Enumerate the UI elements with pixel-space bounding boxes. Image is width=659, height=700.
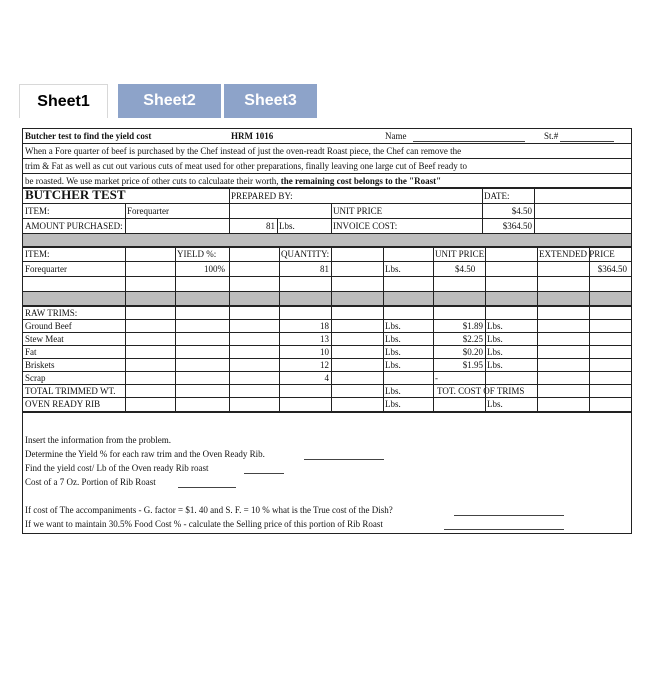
- forequarter-unit: Lbs.: [385, 264, 401, 274]
- trim-name: Fat: [25, 347, 37, 357]
- grid-col: [279, 246, 280, 411]
- trim-quantity: 4: [324, 373, 329, 383]
- prepared-by-label: PREPARED BY:: [231, 191, 293, 201]
- grid-col: [482, 187, 483, 233]
- forequarter-yield: 100%: [204, 264, 225, 274]
- intro-line-2: trim & Fat as well as cut out various cuts of meat used for other preparations, finally leaving one large cut of Beef ready to: [25, 161, 467, 171]
- trim-price: $1.89: [462, 321, 483, 331]
- tab-sheet3[interactable]: Sheet3: [224, 84, 317, 118]
- trim-name: Ground Beef: [25, 321, 72, 331]
- trim-name: Stew Meat: [25, 334, 64, 344]
- grid-line: [22, 345, 632, 346]
- question-2: If we want to maintain 30.5% Food Cost % - calculate the Selling price of this portion of Rib Roast: [25, 519, 383, 529]
- invoice-cost-value: $364.50: [502, 221, 532, 231]
- trim-quantity: 10: [320, 347, 329, 357]
- instruction-3: Find the yield cost/ Lb of the Oven ready Rib roast: [25, 463, 209, 473]
- answer-line[interactable]: [444, 529, 564, 530]
- answer-line[interactable]: [244, 473, 284, 474]
- sheet-tabs: [19, 84, 298, 118]
- col-extended-price-header: EXTENDED PRICE: [539, 249, 615, 259]
- trim-price: -: [435, 373, 438, 383]
- grid-line: [22, 173, 632, 174]
- trim-per-unit: Lbs.: [487, 321, 503, 331]
- grid-line: [22, 319, 632, 320]
- amount-purchased-value: 81: [266, 221, 275, 231]
- tab-sheet1[interactable]: Sheet1: [19, 84, 108, 118]
- grid-col: [383, 246, 384, 411]
- forequarter-item: Forequarter: [25, 264, 67, 274]
- trim-quantity: 13: [320, 334, 329, 344]
- total-cost-of-trims-label: TOT. COST OF TRIMS: [437, 386, 525, 396]
- grid-col: [485, 246, 486, 411]
- col-yield-header: YIELD %:: [177, 249, 217, 259]
- grid-col: [125, 246, 126, 411]
- oven-ready-rib-unit: Lbs.: [385, 399, 401, 409]
- separator-band: [23, 292, 631, 305]
- grid-col: [589, 246, 590, 411]
- grid-line: [22, 158, 632, 159]
- grid-line: [22, 411, 632, 413]
- amount-purchased-unit: Lbs.: [279, 221, 295, 231]
- trim-price: $1.95: [462, 360, 483, 370]
- grid-col: [229, 187, 230, 233]
- grid-col: [331, 246, 332, 411]
- worksheet-title: Butcher test to find the yield cost: [25, 131, 152, 141]
- trim-per-unit: Lbs.: [487, 360, 503, 370]
- grid-col: [331, 203, 332, 233]
- oven-ready-rib-label: OVEN READY RIB: [25, 399, 101, 409]
- intro-line-3-bold: the remaining cost belongs to the "Roast": [280, 176, 442, 186]
- frame-top: [22, 128, 632, 129]
- name-label: Name: [385, 131, 407, 141]
- grid-line: [22, 261, 632, 262]
- trim-unit: Lbs.: [385, 321, 401, 331]
- grid-line: [22, 143, 632, 144]
- raw-trims-heading: RAW TRIMS:: [25, 308, 78, 318]
- grid-line: [22, 203, 632, 204]
- grid-line: [22, 276, 632, 277]
- trim-per-unit: Lbs.: [487, 334, 503, 344]
- grid-line: [22, 246, 632, 248]
- grid-col: [534, 187, 535, 233]
- trim-price: $2.25: [462, 334, 483, 344]
- trim-unit: Lbs.: [385, 347, 401, 357]
- grid-line: [22, 305, 632, 307]
- total-trimmed-weight-unit: Lbs.: [385, 386, 401, 396]
- grid-col: [175, 246, 176, 411]
- trim-name: Briskets: [25, 360, 55, 370]
- invoice-cost-label: INVOICE COST:: [333, 221, 398, 231]
- answer-line[interactable]: [304, 459, 384, 460]
- item-label: ITEM:: [25, 206, 50, 216]
- intro-line-1: When a Fore quarter of beef is purchased by the Chef instead of just the oven-readt Roast piece, the Chef can remove the: [25, 146, 462, 156]
- st-label: St.#: [544, 131, 559, 141]
- trim-unit: Lbs.: [385, 360, 401, 370]
- grid-line: [22, 332, 632, 333]
- grid-col: [537, 246, 538, 411]
- tab-sheet2[interactable]: Sheet2: [118, 84, 221, 118]
- worksheet: [22, 128, 632, 534]
- forequarter-quantity: 81: [320, 264, 329, 274]
- trim-quantity: 18: [320, 321, 329, 331]
- col-quantity-header: QUANTITY:: [281, 249, 330, 259]
- frame-bottom: [22, 533, 632, 534]
- unit-price-value: $4.50: [511, 206, 532, 216]
- grid-line: [22, 358, 632, 359]
- trim-price: $0.20: [462, 347, 483, 357]
- grid-line: [22, 384, 632, 385]
- answer-line[interactable]: [454, 515, 564, 516]
- instruction-1: Insert the information from the problem.: [25, 435, 171, 445]
- grid-line: [22, 218, 632, 219]
- grid-col: [229, 246, 230, 411]
- forequarter-extended-price: $364.50: [597, 264, 627, 274]
- trim-quantity: 12: [320, 360, 329, 370]
- intro-line-3: [25, 176, 441, 187]
- trim-per-unit: Lbs.: [487, 347, 503, 357]
- trim-name: Scrap: [25, 373, 46, 383]
- question-1: If cost of The accompaniments - G. factor = $1. 40 and S. F. = 10 % what is the True cost of the Dish?: [25, 505, 393, 515]
- item-value: Forequarter: [127, 206, 169, 216]
- forequarter-unit-price: $4.50: [455, 264, 476, 274]
- name-input-line[interactable]: [413, 141, 525, 142]
- separator-band: [23, 234, 631, 246]
- instruction-4: Cost of a 7 Oz. Portion of Rib Roast: [25, 477, 156, 487]
- grid-line: [22, 397, 632, 398]
- answer-line[interactable]: [178, 487, 236, 488]
- date-label: DATE:: [484, 191, 510, 201]
- instruction-2: Determine the Yield % for each raw trim and the Oven Ready Rib.: [25, 449, 265, 459]
- grid-col: [125, 203, 126, 233]
- col-unit-price-header: UNIT PRICE:: [435, 249, 487, 259]
- col-item-header: ITEM:: [25, 249, 50, 259]
- grid-col: [433, 246, 434, 411]
- grid-line: [22, 371, 632, 372]
- grid-col: [277, 218, 278, 233]
- trim-unit: Lbs.: [385, 334, 401, 344]
- oven-ready-rib-per-unit: Lbs.: [487, 399, 503, 409]
- butcher-test-heading: BUTCHER TEST: [25, 187, 126, 202]
- intro-line-3-plain: be roasted. We use market price of other cuts to calculaate their worth,: [25, 176, 279, 186]
- total-trimmed-weight-label: TOTAL TRIMMED WT.: [25, 386, 116, 396]
- unit-price-label: UNIT PRICE: [333, 206, 383, 216]
- course-code: HRM 1016: [231, 131, 274, 141]
- st-input-line[interactable]: [560, 141, 614, 142]
- amount-purchased-label: AMOUNT PURCHASED:: [25, 221, 123, 231]
